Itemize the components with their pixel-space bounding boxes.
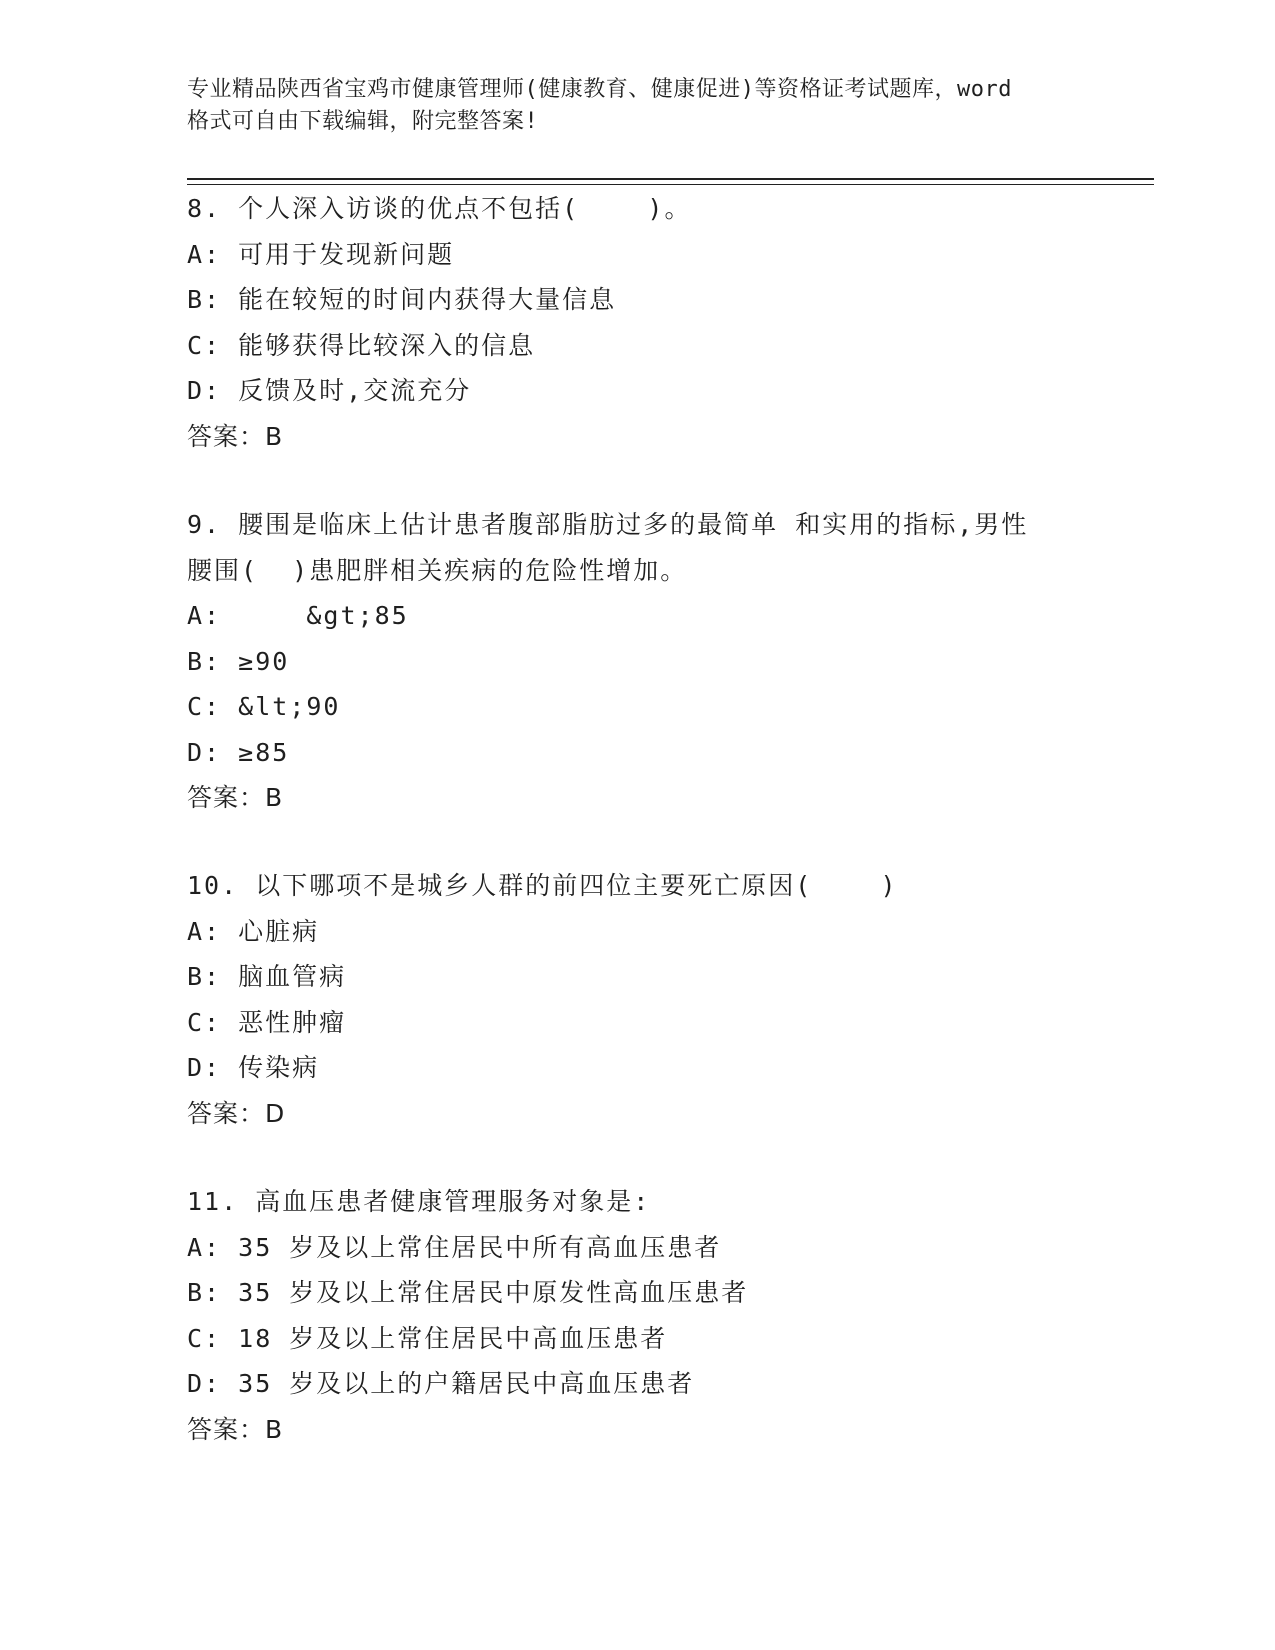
header-line-1: 专业精品陕西省宝鸡市健康管理师(健康教育、健康促进)等资格证考试题库，word — [187, 77, 1012, 102]
question-9 — [187, 502, 1087, 821]
header-divider-thick — [187, 178, 1154, 180]
option-a: A: 可用于发现新问题 — [187, 239, 455, 269]
header-line-2: 格式可自由下载编辑，附完整答案! — [187, 109, 539, 134]
option-d: D: ≥85 — [187, 737, 290, 767]
question-11 — [187, 1179, 1087, 1452]
option-a: A: 35 岁及以上常住居民中所有高血压患者 — [187, 1232, 722, 1262]
option-c: C: 能够获得比较深入的信息 — [187, 330, 536, 360]
option-a: A: 心脏病 — [187, 916, 320, 946]
question-stem: 10. 以下哪项不是城乡人群的前四位主要死亡原因( ) — [187, 871, 898, 900]
option-c: C: 18 岁及以上常住居民中高血压患者 — [187, 1323, 668, 1353]
question-8 — [187, 186, 1087, 459]
question-stem: 8. 个人深入访谈的优点不包括( )。 — [187, 194, 692, 223]
option-d: D: 反馈及时,交流充分 — [187, 376, 472, 405]
option-d: D: 35 岁及以上的户籍居民中高血压患者 — [187, 1369, 695, 1398]
document-header — [187, 74, 1087, 138]
option-b: B: ≥90 — [187, 646, 290, 676]
answer: 答案：B — [187, 421, 284, 451]
answer: 答案：D — [187, 1098, 286, 1128]
option-b: B: 能在较短的时间内获得大量信息 — [187, 285, 617, 314]
option-c: C: 恶性肿瘤 — [187, 1007, 347, 1037]
header-divider-thin — [187, 184, 1154, 185]
option-b: B: 35 岁及以上常住居民中原发性高血压患者 — [187, 1278, 749, 1307]
question-stem: 11. 高血压患者健康管理服务对象是: — [187, 1187, 651, 1216]
option-d: D: 传染病 — [187, 1053, 320, 1082]
option-c: C: &lt;90 — [187, 692, 341, 721]
question-stem-continued: 腰围( )患肥胖相关疾病的危险性增加。 — [187, 555, 688, 585]
question-stem: 9. 腰围是临床上估计患者腹部脂肪过多的最简单 和实用的指标,男性 — [187, 510, 1029, 539]
question-10 — [187, 863, 1087, 1136]
option-a: A: &gt;85 — [187, 601, 409, 630]
answer: 答案：B — [187, 1414, 284, 1444]
option-b: B: 脑血管病 — [187, 962, 347, 991]
answer: 答案：B — [187, 783, 284, 812]
